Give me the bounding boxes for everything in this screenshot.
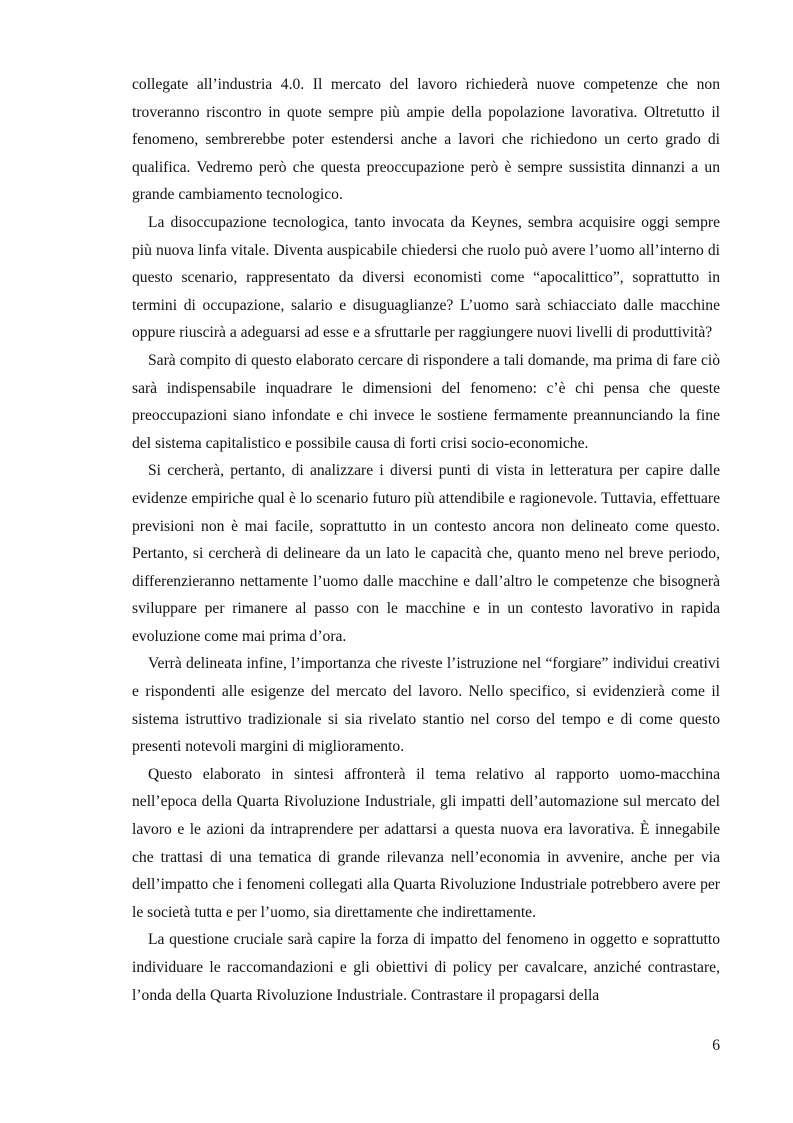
paragraph-3: Sarà compito di questo elaborato cercare di rispondere a tali domande, ma prima di fare ciò sarà indispensabile inquadrare le dimensioni del fenomeno: c’è chi pensa che queste preoccupazioni siano infondate e chi invece le sostiene fermamente preannunciando la fine del sistema capitalistico e possibile causa di forti crisi socio-economiche. — [132, 351, 720, 452]
paragraph-1: collegate all’industria 4.0. Il mercato del lavoro richiederà nuove competenze che non troveranno riscontro in quote sempre più ampie della popolazione lavorativa. Oltretutto il fenomeno, sembrerebbe poter estendersi anche a lavori che richiedono un certo grado di qualifica. Vedremo però che questa preoccupazione però è sempre sussistita dinnanzi a un grande cambiamento tecnologico. — [132, 76, 720, 204]
paragraph-6: Questo elaborato in sintesi affronterà il tema relativo al rapporto uomo-macchina nell’epoca della Quarta Rivoluzione Industriale, gli impatti dell’automazione sul mercato del lavoro e le azioni da intraprendere per adattarsi a questa nuova era lavorativa. È innegabile che trattasi di una tematica di grande rilevanza nell’economia in avvenire, anche per via dell’impatto che i fenomeni collegati alla Quarta Rivoluzione Industriale potrebbero avere per le società tutta e per l’uomo, sia direttamente che indirettamente. — [132, 765, 720, 921]
paragraph-2: La disoccupazione tecnologica, tanto invocata da Keynes, sembra acquisire oggi sempre più nuova linfa vitale. Diventa auspicabile chiedersi che ruolo può avere l’uomo all’interno di questo scenario, rappresentato da diversi economisti come “apocalittico”, soprattutto in termini di occupazione, salario e disuguaglianze? L’uomo sarà schiacciato dalle macchine oppure riuscirà a adeguarsi ad esse e a sfruttarle per raggiungere nuovi livelli di produttività? — [132, 213, 720, 342]
page-number: 6 — [712, 1037, 720, 1054]
paragraph-7: La questione cruciale sarà capire la forza di impatto del fenomeno in oggetto e soprattutto individuare le raccomandazioni e gli obiettivi di policy per cavalcare, anziché contrastare, l’onda della Quarta Rivoluzione Industriale. Contrastare il propagarsi della — [132, 931, 720, 1004]
paragraph-5: Verrà delineata infine, l’importanza che riveste l’istruzione nel “forgiare” individui creativi e rispondenti alle esigenze del mercato del lavoro. Nello specifico, si evidenzierà come il sistema istruttivo tradizionale si sia rivelato stantio nel corso del tempo e di come questo presenti notevoli margini di miglioramento. — [132, 655, 720, 756]
body-text — [132, 71, 720, 1009]
paragraph-4: Si cercherà, pertanto, di analizzare i diversi punti di vista in letteratura per capire dalle evidenze empiriche qual è lo scenario futuro più attendibile e ragionevole. Tuttavia, effettuare previsioni non è mai facile, soprattutto in un contesto ancora non delineato come questo. Pertanto, si cercherà di delineare da un lato le capacità che, quanto meno nel breve periodo, differenzieranno nettamente l’uomo dalle macchine e dall’altro le competenze che bisognerà sviluppare per rimanere al passo con le macchine e in un contesto lavorativo in rapida evoluzione come mai prima d’ora. — [132, 462, 720, 645]
